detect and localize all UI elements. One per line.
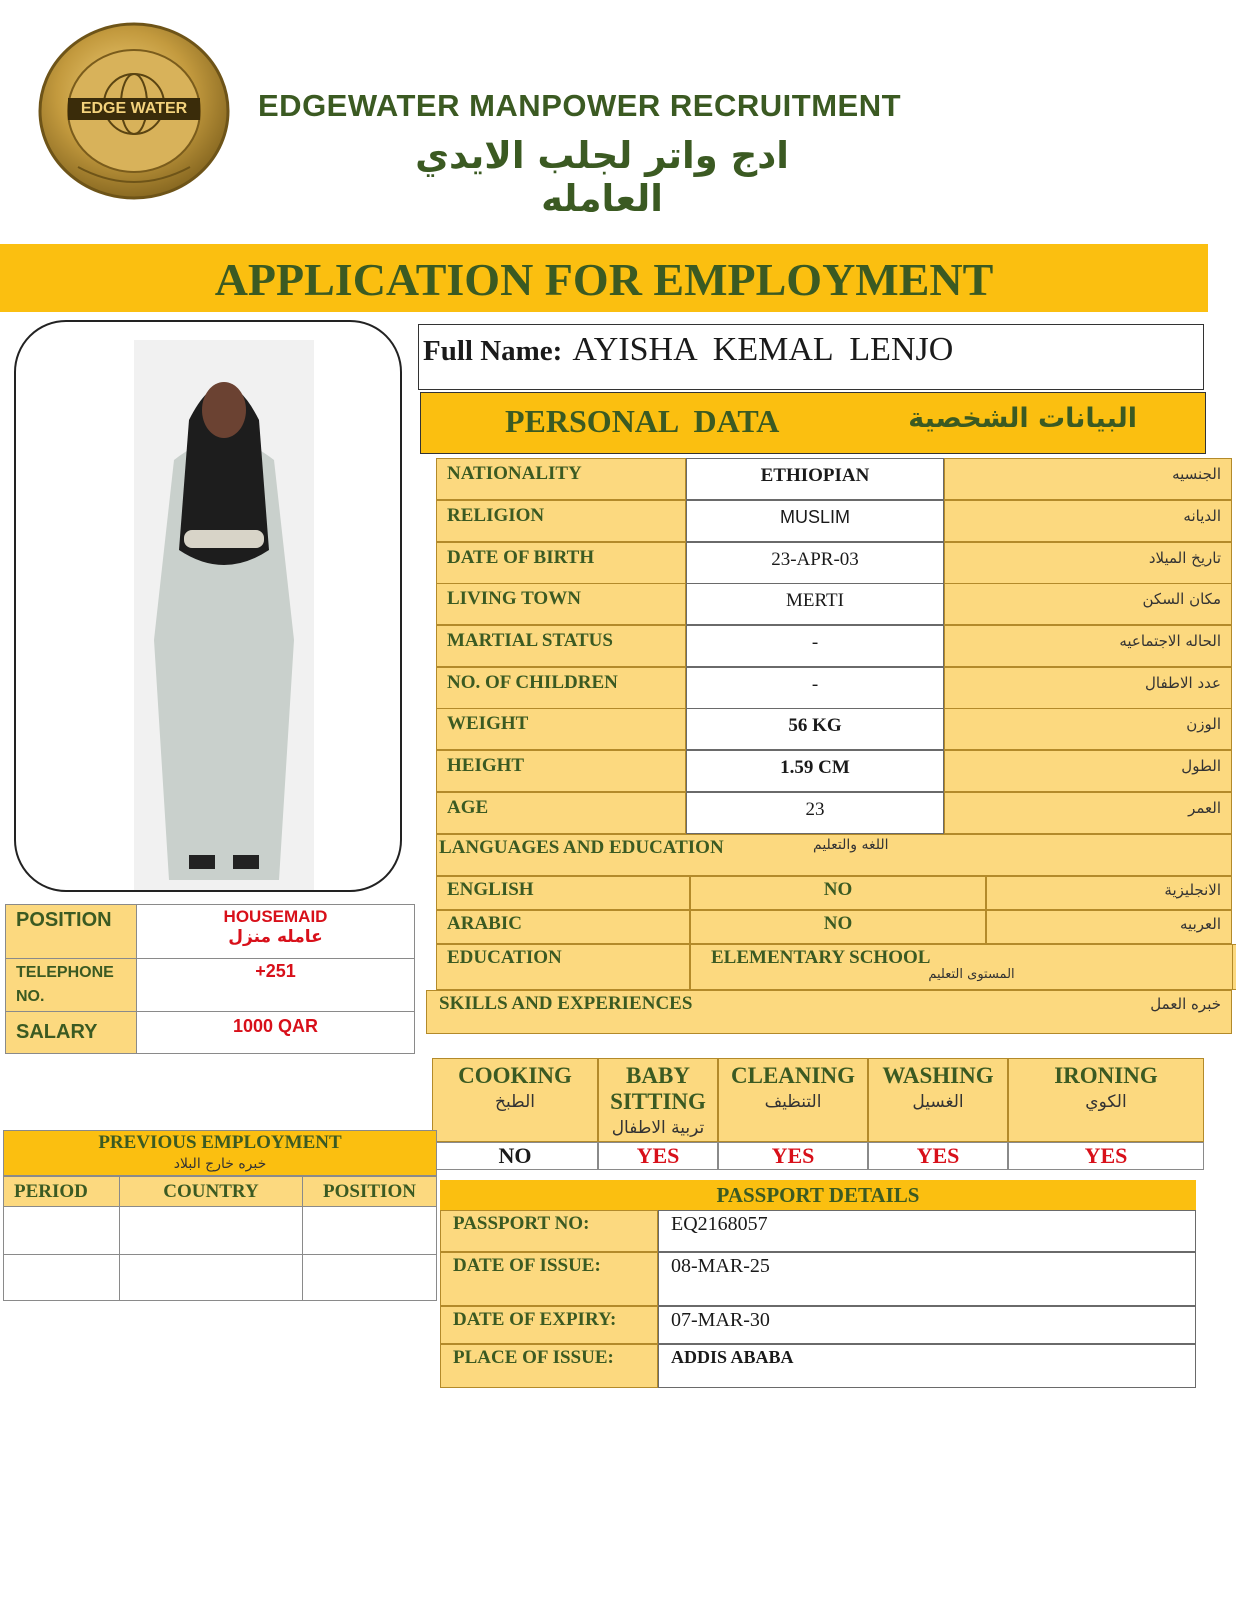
skill-value-cooking: NO: [432, 1142, 598, 1170]
row-label-ar: الطول: [944, 750, 1232, 792]
previous-employment-title: PREVIOUS EMPLOYMENT: [98, 1132, 342, 1153]
row-value: 23: [686, 792, 944, 834]
company-name-ar: ادج واتر لجلب الايدي العامله: [415, 134, 789, 220]
col-position: POSITION: [303, 1177, 437, 1207]
table-row: [4, 1207, 437, 1255]
skills-header: [426, 990, 1232, 1034]
position-table: [5, 904, 415, 1054]
table-row: [4, 1255, 437, 1301]
row-label: AGE: [436, 792, 686, 834]
row-label: NATIONALITY: [436, 458, 686, 500]
skill-name-ar: الغسيل: [912, 1092, 964, 1112]
title-band: [0, 244, 1208, 312]
row-label-ar: تاريخ الميلاد: [944, 542, 1232, 584]
row-label: NO. OF CHILDREN: [436, 667, 686, 709]
row-label: DATE OF BIRTH: [436, 542, 686, 584]
arabic-ar: العربيه: [986, 910, 1232, 944]
row-value: 23-APR-03: [686, 542, 944, 584]
passport-no-label: PASSPORT NO:: [440, 1210, 658, 1252]
form-title: APPLICATION FOR EMPLOYMENT: [214, 254, 994, 305]
skill-name-ar: التنظيف: [764, 1092, 822, 1112]
position-value-ar: عامله منزل: [228, 927, 323, 947]
row-value: 1.59 CM: [686, 750, 944, 792]
row-value: -: [686, 667, 944, 709]
skill-value-ironing: YES: [1008, 1142, 1204, 1170]
passport-row-expiry: [440, 1306, 1196, 1344]
skill-header-baby: [598, 1058, 718, 1142]
issue-date-label: DATE OF ISSUE:: [440, 1252, 658, 1306]
skill-header-cleaning: [718, 1058, 868, 1142]
passport-row-issue: [440, 1252, 1196, 1306]
telephone-value: +251: [137, 959, 415, 1012]
education-value: ELEMENTARY SCHOOL: [711, 947, 931, 968]
row-label-ar: الجنسيه: [944, 458, 1232, 500]
personal-data-header: [420, 392, 1206, 454]
previous-employment-header: [3, 1130, 437, 1176]
position-label: POSITION: [6, 905, 137, 959]
photo-frame: [14, 320, 402, 892]
education-row: [436, 944, 1232, 990]
row-label-ar: عدد الاطفال: [944, 667, 1232, 709]
row-label-ar: العمر: [944, 792, 1232, 834]
previous-employment-table: [3, 1176, 437, 1301]
row-label: RELIGION: [436, 500, 686, 542]
skill-name: BABY: [626, 1063, 690, 1088]
full-name-value: AYISHA KEMAL LENJO: [572, 331, 954, 368]
col-period: PERIOD: [4, 1177, 120, 1207]
english-value: NO: [690, 876, 986, 910]
full-name-label: Full Name:: [423, 335, 563, 367]
row-value: ETHIOPIAN: [686, 458, 944, 500]
skill-value-washing: YES: [868, 1142, 1008, 1170]
personal-row-martial-status: [436, 625, 1232, 667]
skill-header-cooking: [432, 1058, 598, 1142]
personal-row-nationality: [436, 458, 1232, 500]
passport-row-place: [440, 1344, 1196, 1388]
english-row: [436, 876, 1232, 910]
english-label: ENGLISH: [436, 876, 690, 910]
personal-data-title-ar: البيانات الشخصية: [908, 403, 1137, 434]
skill-value-cleaning: YES: [718, 1142, 868, 1170]
row-label-ar: الوزن: [944, 708, 1232, 750]
full-name-box: [418, 324, 1204, 390]
personal-row-age: [436, 792, 1232, 834]
row-value: -: [686, 625, 944, 667]
personal-row-height: [436, 750, 1232, 792]
place-of-issue-value: ADDIS ABABA: [658, 1344, 1196, 1388]
personal-row-no-of-children: [436, 667, 1232, 709]
position-value: HOUSEMAID: [223, 907, 328, 926]
skills-title-ar: خبره العمل: [1150, 995, 1221, 1013]
arabic-value: NO: [690, 910, 986, 944]
personal-row-religion: [436, 500, 1232, 542]
education-ar: المستوى التعليم: [928, 967, 1015, 982]
issue-date-value: 08-MAR-25: [658, 1252, 1196, 1306]
personal-row-living-town: [436, 583, 1232, 625]
skill-name-2: SITTING: [610, 1089, 706, 1114]
english-ar: الانجليزية: [986, 876, 1232, 910]
company-name-en: EDGEWATER MANPOWER RECRUITMENT: [258, 88, 902, 123]
expiry-date-label: DATE OF EXPIRY:: [440, 1306, 658, 1344]
skills-title: SKILLS AND EXPERIENCES: [439, 993, 693, 1014]
skill-header-washing: [868, 1058, 1008, 1142]
personal-data-title: PERSONAL DATA: [505, 403, 780, 439]
education-label: EDUCATION: [436, 944, 690, 990]
row-label-ar: الديانه: [944, 500, 1232, 542]
telephone-label: TELEPHONE NO.: [6, 959, 137, 1012]
languages-title: LANGUAGES AND EDUCATION: [439, 837, 724, 858]
skill-name: IRONING: [1054, 1063, 1158, 1088]
logo-text: EDGE WATER: [80, 100, 188, 117]
skill-name-ar: الطبخ: [495, 1092, 535, 1112]
skill-header-ironing: [1008, 1058, 1204, 1142]
skill-value-baby: YES: [598, 1142, 718, 1170]
row-label-ar: مكان السكن: [944, 583, 1232, 625]
skill-name: CLEANING: [731, 1063, 855, 1088]
company-logo: [38, 22, 230, 200]
salary-value: 1000 QAR: [137, 1012, 415, 1054]
personal-row-weight: [436, 708, 1232, 750]
skill-name: WASHING: [882, 1063, 994, 1088]
previous-employment-title-ar: خبره خارج البلاد: [173, 1156, 267, 1172]
arabic-row: [436, 910, 1232, 944]
row-value: 56 KG: [686, 708, 944, 750]
row-label: HEIGHT: [436, 750, 686, 792]
personal-row-date-of-birth: [436, 542, 1232, 584]
languages-title-ar: اللغه والتعليم: [813, 837, 889, 853]
passport-row-number: [440, 1210, 1196, 1252]
row-label-ar: الحاله الاجتماعيه: [944, 625, 1232, 667]
expiry-date-value: 07-MAR-30: [658, 1306, 1196, 1344]
row-label: WEIGHT: [436, 708, 686, 750]
salary-label: SALARY: [6, 1012, 137, 1054]
languages-header: [436, 834, 1232, 876]
arabic-label: ARABIC: [436, 910, 690, 944]
skill-name-ar: الكوي: [1085, 1092, 1127, 1112]
skill-name: COOKING: [458, 1063, 572, 1088]
row-value: MERTI: [686, 583, 944, 625]
applicant-photo: [134, 340, 314, 890]
skill-name-ar: تربية الاطفال: [611, 1118, 705, 1138]
row-label: LIVING TOWN: [436, 583, 686, 625]
row-label: MARTIAL STATUS: [436, 625, 686, 667]
passport-header: PASSPORT DETAILS: [440, 1180, 1196, 1210]
place-of-issue-label: PLACE OF ISSUE:: [440, 1344, 658, 1388]
col-country: COUNTRY: [120, 1177, 303, 1207]
passport-no-value: EQ2168057: [658, 1210, 1196, 1252]
row-value: MUSLIM: [686, 500, 944, 542]
